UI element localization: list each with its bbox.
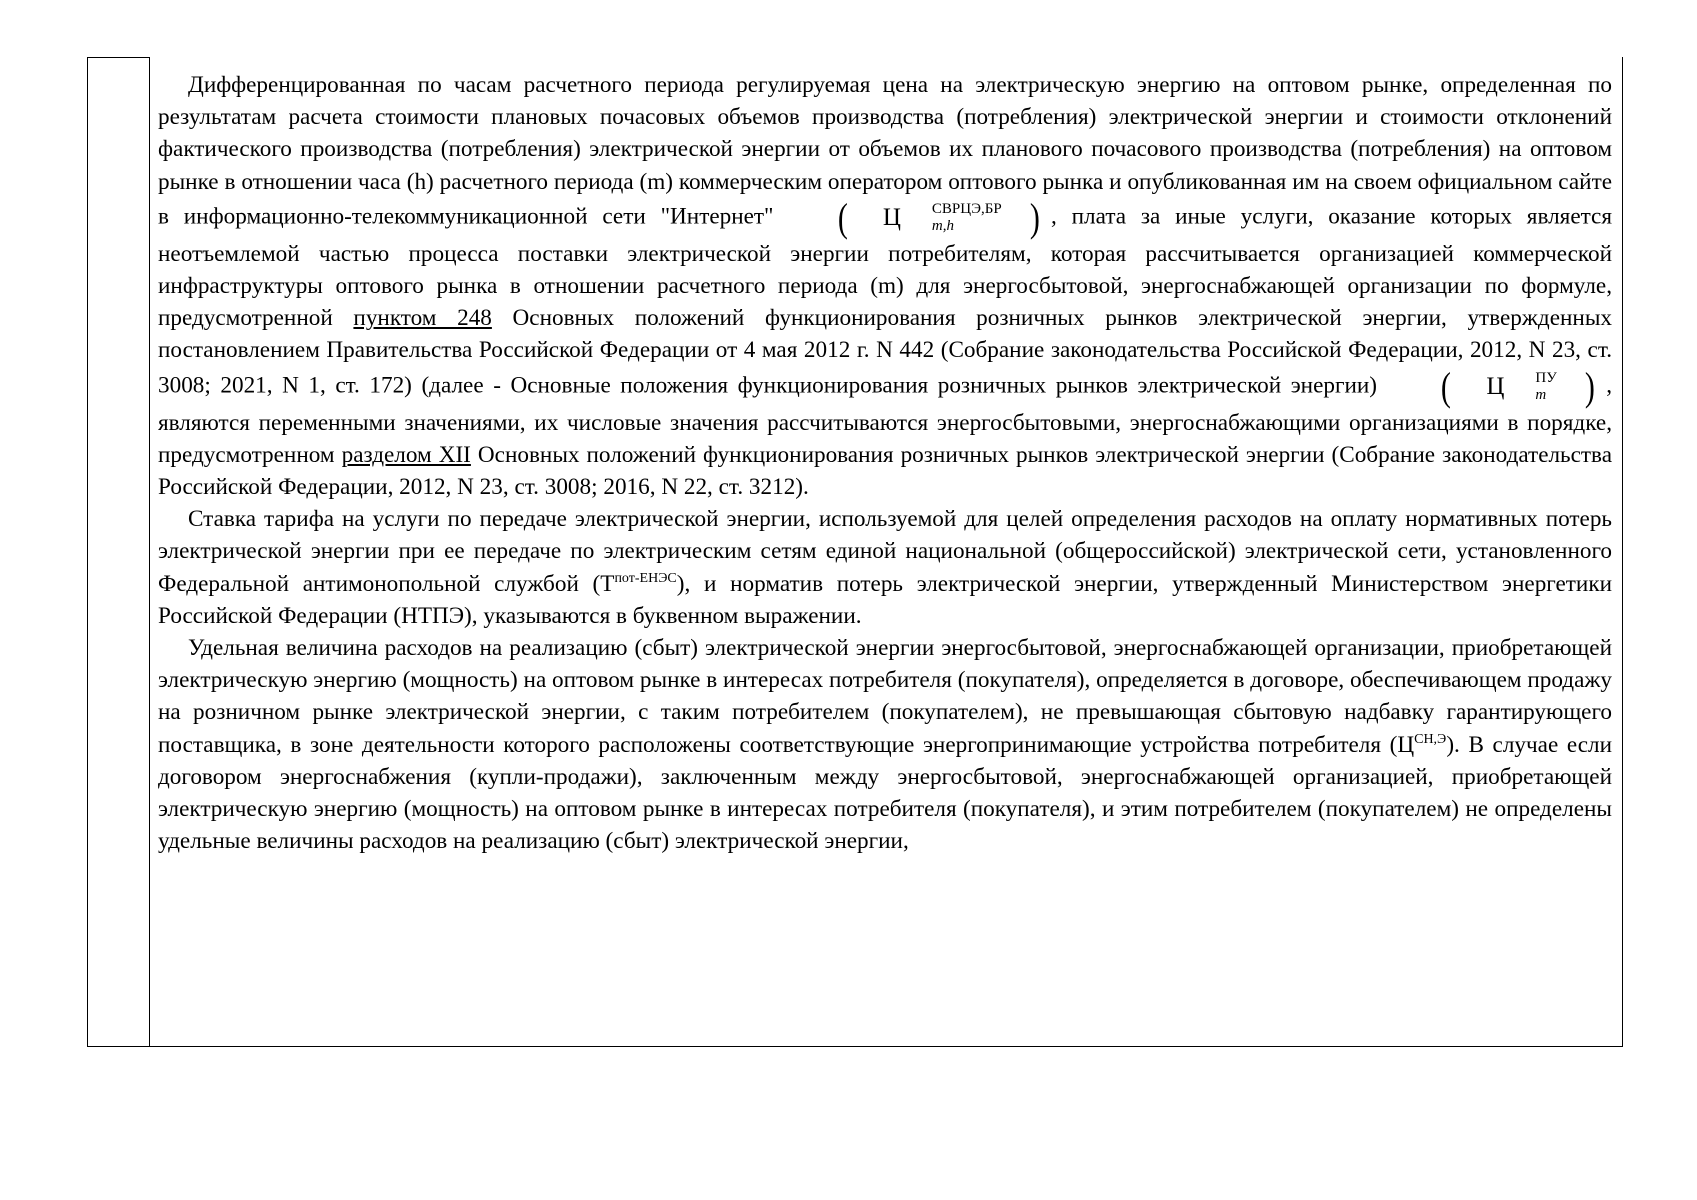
formula-base: Ц	[882, 204, 901, 232]
document-table	[87, 57, 1623, 1047]
paragraph-specific-costs	[158, 632, 1612, 857]
formula-price-pu	[1383, 363, 1600, 409]
paragraph-regulated-price	[158, 69, 1612, 503]
formula-left-paren: (	[837, 194, 848, 240]
formula-scripts	[1505, 370, 1556, 404]
para1-text-c: Основных положений функционирования розничных рынков электрической энергии, утвержденных постановлением Правительства Российской Федерации от 4 мая 2012 г. N 442 (Собрание законодательства Российской Федерации, 2012, N 23, ст. 3008; 2021, N 1, ст. 172) (далее - Основные положения функционирования розничных рынков электрической энергии)	[158, 305, 1612, 398]
formula-subscript: m,h	[931, 217, 954, 234]
formula-subscript: m	[1535, 386, 1547, 403]
para2-text-a: Ставка тарифа на услуги по передаче электрической энергии, используемой для целей определения расходов на оплату нормативных потерь электрической энергии при ее передаче по электрическим сетям единой национальной (общероссийской) электрической сети, установленного Федеральной антимонопольной службой (Т	[158, 506, 1612, 597]
para1-text-a: Дифференцированная по часам расчетного периода регулируемая цена на электрическую энергию на оптовом рынке, определенная по результатам расчета стоимости плановых почасовых объемов производства (потребления) электрической энергии и стоимости отклонений фактического производства (потребления) электрической энергии от объемов их планового почасового производства (потребления) на оптовом рынке в отношении часа (h) расчетного периода (m) коммерческим оператором оптового рынка и опубликованная им на своем официальном сайте в информационно-телекоммуникационной сети "Интернет"	[158, 72, 1612, 230]
para1-text-b: , плата за иные услуги, оказание которых является неотъемлемой частью процесса поставки электрической энергии потребителям, которая рассчитывается организацией коммерческой инфраструктуры оптового рынка в отношении расчетного периода (m) для энергосбытовой, энергоснабжающей организации по формуле, предусмотренной	[158, 203, 1612, 332]
para3-text-b: ). В случае если договором энергоснабжения (купли-продажи), заключенным между энергосбытовой, энергоснабжающей организацией, приобретающей электрическую энергию (мощность) на оптовом рынке в интересах потребителя (покупателя), и этим потребителем (покупателем) не определены удельные величины расходов на реализацию (сбыт) электрической энергии,	[158, 731, 1612, 855]
formula-superscript: СВРЦЭ,БР	[931, 200, 1002, 217]
para3-superscript: СН,Э	[1414, 731, 1447, 747]
table-left-cell	[88, 57, 150, 1046]
table-text-cell	[158, 69, 1612, 857]
para1-text-e: Основных положений функционирования розничных рынков электрической энергии (Собрание законодательства Российской Федерации, 2012, N 23, ст. 3008; 2016, N 22, ст. 3212).	[158, 441, 1612, 501]
formula-scripts	[902, 201, 1002, 235]
para3-text-a: Удельная величина расходов на реализацию (сбыт) электрической энергии энергосбытовой, энергоснабжающей организации, приобретающей электрическую энергию (мощность) на оптовом рынке в интересах потребителя (покупателя), определяется в договоре, обеспечивающем продажу на розничном рынке электрической энергии, с таким потребителем (покупателем), не превышающая сбытовую надбавку гарантирующего поставщика, в зоне деятельности которого расположены соответствующие энергопринимающие устройства потребителя (Ц	[158, 635, 1612, 758]
formula-superscript: ПУ	[1535, 369, 1557, 386]
formula-base: Ц	[1486, 373, 1505, 401]
para1-text-d: , являются переменными значениями, их числовые значения рассчитываются энергосбытовыми, энергоснабжающими организациями в порядке, предусмотренном	[158, 371, 1612, 468]
formula-price-svrce-br	[780, 194, 1046, 240]
formula-left-paren: (	[1440, 363, 1451, 409]
paragraph-tariff-rate	[158, 503, 1612, 632]
formula-right-paren: )	[1029, 194, 1040, 240]
link-punkt-248[interactable]: пунктом 248	[353, 305, 492, 332]
para2-superscript: пот-ЕНЭС	[614, 570, 677, 586]
formula-right-paren: )	[1584, 363, 1595, 409]
para2-text-b: ), и норматив потерь электрической энергии, утвержденный Министерством энергетики Российской Федерации (НТПЭ), указываются в буквенном выражении.	[158, 570, 1613, 629]
link-razdel-xii[interactable]: разделом XII	[341, 441, 471, 468]
